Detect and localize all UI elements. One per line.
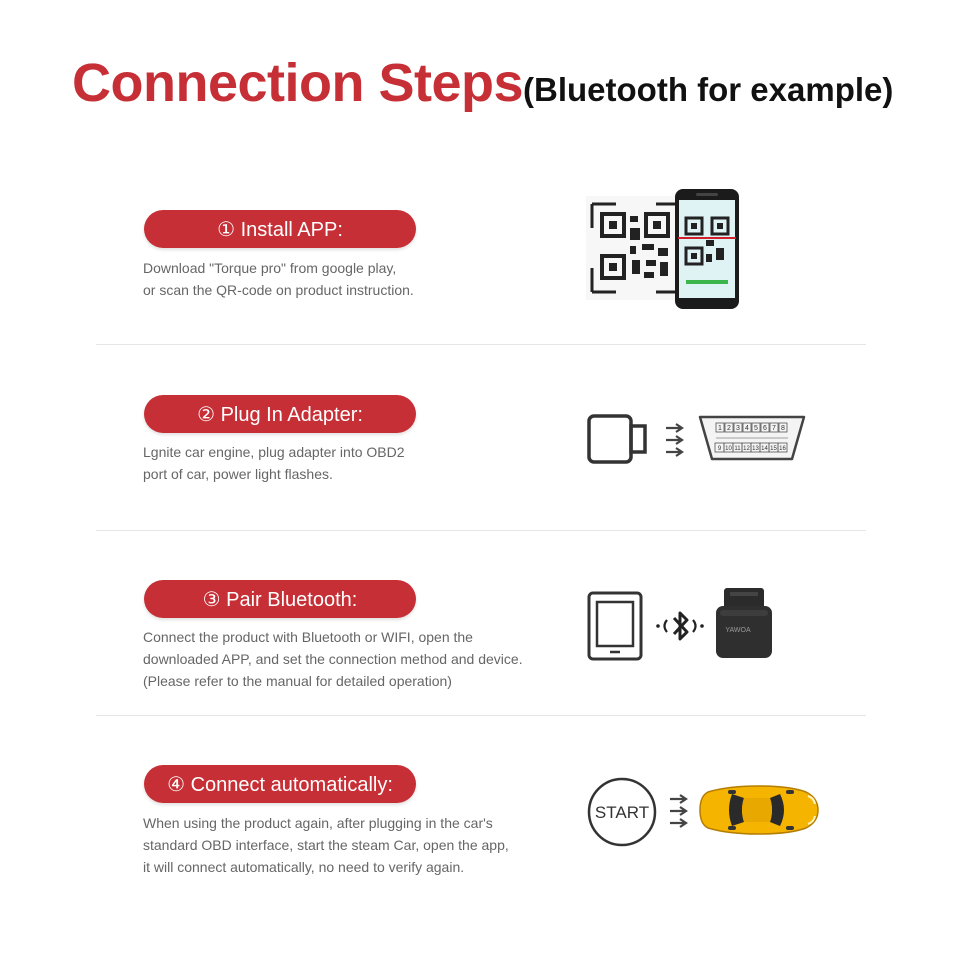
pin-label: 5 (754, 425, 758, 432)
step-3-label: ③ Pair Bluetooth: (144, 580, 416, 618)
qr-code-icon (586, 188, 686, 305)
pin-label: 7 (772, 425, 776, 432)
step-1-description: Download "Torque pro" from google play, or scan the QR-code on product instruction. (143, 260, 414, 298)
divider (96, 715, 866, 716)
start-button-icon (586, 776, 658, 853)
car-icon (698, 784, 820, 841)
pin-label: 10 (725, 446, 732, 452)
device-brand: YAWOA (725, 627, 751, 634)
pin-label: 11 (734, 446, 741, 452)
tablet-icon (586, 590, 644, 667)
pin-label: 14 (761, 446, 768, 452)
start-label: START (594, 803, 650, 822)
pin-label: 16 (779, 446, 786, 452)
pin-label: 2 (727, 425, 731, 432)
pin-label: 8 (781, 425, 785, 432)
smartphone-scan-icon (674, 188, 740, 315)
pin-label: 4 (745, 425, 749, 432)
obd-scanner-icon (714, 588, 774, 665)
pin-label: 15 (770, 446, 777, 452)
bluetooth-icon (654, 606, 706, 651)
divider (96, 344, 866, 345)
pin-label: 9 (717, 446, 722, 452)
page-title (72, 52, 893, 114)
title-sub: (Bluetooth for example) (523, 71, 894, 108)
divider (96, 530, 866, 531)
title-main: Connection Steps (72, 53, 524, 113)
pin-label: 13 (752, 446, 759, 452)
step-4-description: When using the product again, after plugging in the car's standard OBD interface, start the steam Car, open the app, it will connect automatically, no need to verify again. (143, 815, 509, 875)
pin-label: 12 (743, 446, 750, 452)
obd-adapter-icon (586, 412, 650, 471)
step-3-description: Connect the product with Bluetooth or WIFI, open the downloaded APP, and set the connection method and device. (Please refer to the manual for detailed operation) (143, 629, 523, 689)
pin-label: 6 (763, 425, 767, 432)
pin-label: 3 (736, 425, 740, 432)
step-1-label: ① Install APP: (144, 210, 416, 248)
pin-label: 1 (718, 425, 722, 432)
obd2-port-icon (696, 414, 808, 467)
step-4-label: ④ Connect automatically: (144, 765, 416, 803)
arrows-icon (664, 423, 686, 462)
step-2-label: ② Plug In Adapter: (144, 395, 416, 433)
arrows-icon (668, 794, 690, 833)
step-2-description: Lgnite car engine, plug adapter into OBD2 port of car, power light flashes. (143, 444, 405, 482)
